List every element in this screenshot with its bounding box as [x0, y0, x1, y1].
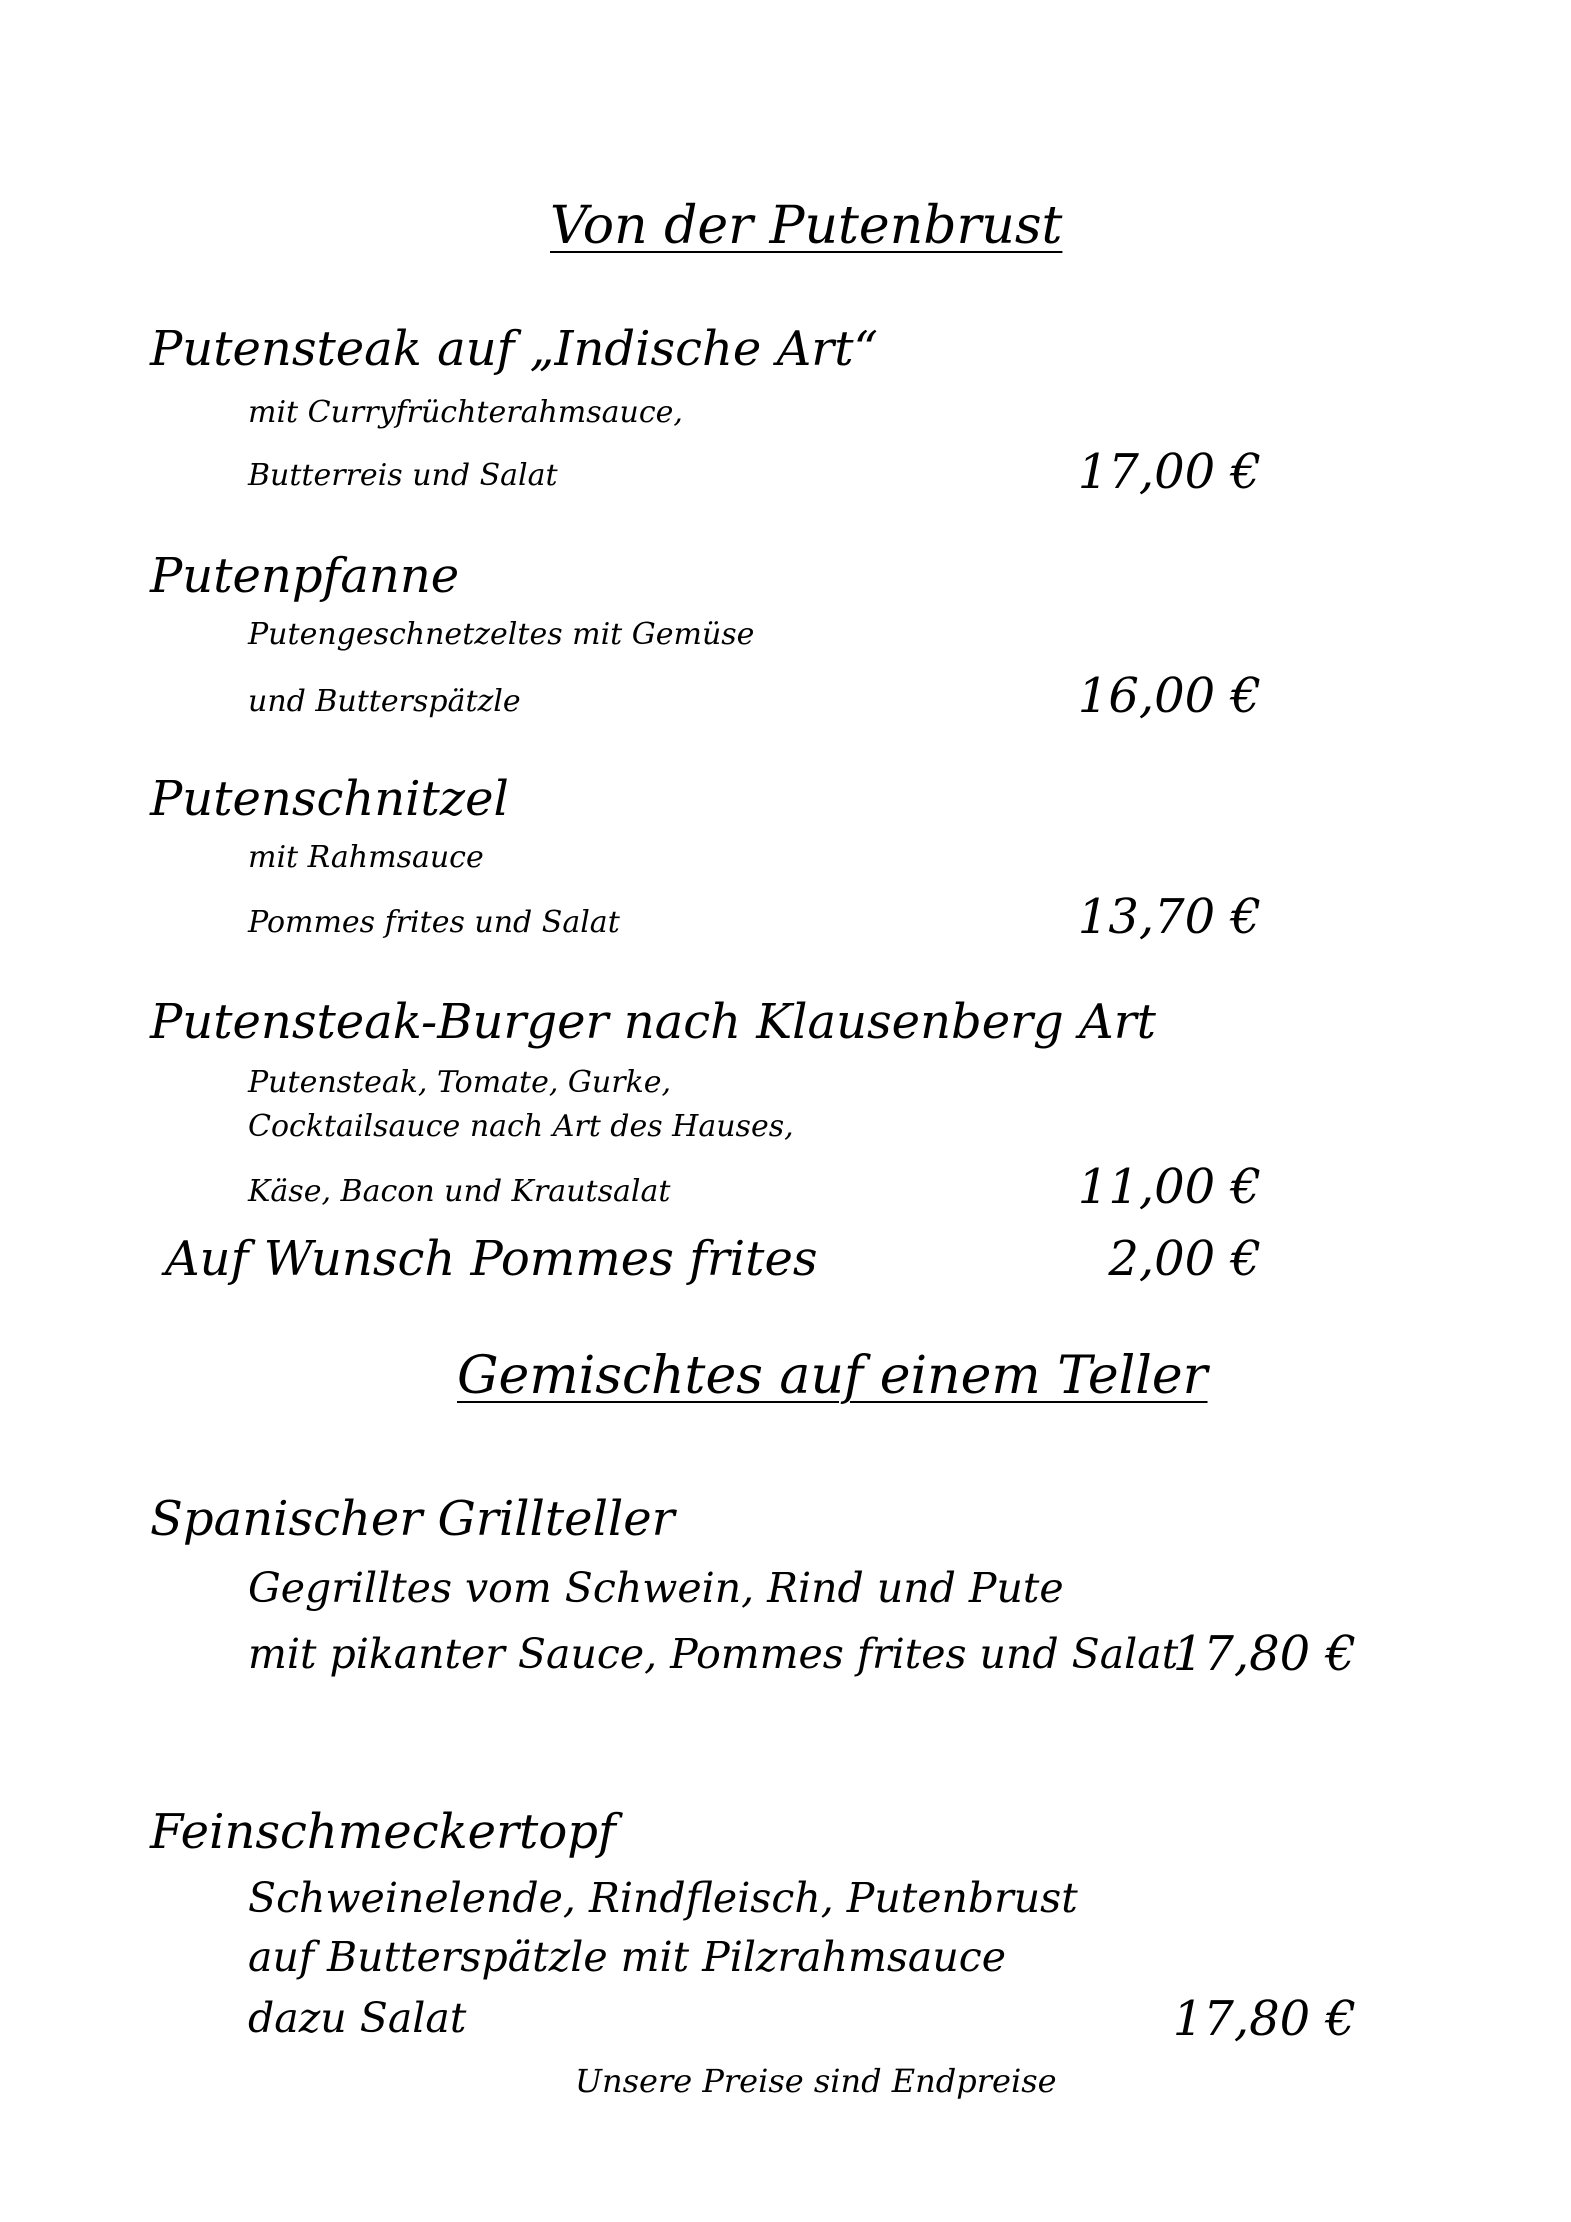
dish-description-line: Gegrilltes vom Schwein, Rind und Pute	[248, 1564, 1064, 1612]
dish-name-putensteak-indische-art: Putensteak auf „Indische Art“	[150, 321, 879, 377]
dish-description-line: mit Rahmsauce	[248, 840, 484, 875]
section-heading-gemischtes: Gemischtes auf einem Teller	[457, 1346, 1208, 1406]
dish-name-putenschnitzel: Putenschnitzel	[150, 771, 509, 827]
dish-price: 17,80 €	[1172, 1626, 1356, 1682]
section-heading-putenbrust: Von der Putenbrust	[550, 196, 1063, 256]
extra-option-price: 2,00 €	[1108, 1231, 1261, 1287]
dish-description-line: Pommes frites und Salat	[248, 905, 620, 940]
dish-name-spanischer-grillteller: Spanischer Grillteller	[150, 1491, 675, 1547]
dish-description-line: und Butterspätzle	[248, 684, 521, 719]
dish-price: 13,70 €	[1077, 889, 1261, 945]
footer-note-endpreise: Unsere Preise sind Endpreise	[575, 2062, 1057, 2100]
dish-name-feinschmeckertopf: Feinschmeckertopf	[150, 1804, 616, 1860]
dish-description-line: Butterreis und Salat	[248, 458, 558, 493]
dish-description-line: Putensteak, Tomate, Gurke,	[248, 1065, 672, 1100]
dish-description-line: Cocktailsauce nach Art des Hauses,	[248, 1109, 794, 1144]
dish-price: 17,00 €	[1077, 444, 1261, 500]
dish-price: 17,80 €	[1172, 1991, 1356, 2047]
dish-price: 16,00 €	[1077, 668, 1261, 724]
dish-description-line: Putengeschnetzeltes mit Gemüse	[248, 617, 755, 652]
dish-description-line: Käse, Bacon und Krautsalat	[248, 1174, 671, 1209]
dish-price: 11,00 €	[1077, 1159, 1261, 1215]
dish-name-putensteak-burger: Putensteak-Burger nach Klausenberg Art	[150, 994, 1156, 1050]
dish-description-line: mit Curryfrüchterahmsauce,	[248, 395, 683, 430]
dish-description-line: mit pikanter Sauce, Pommes frites und Salat	[248, 1630, 1179, 1678]
extra-option-pommes-frites: Auf Wunsch Pommes frites	[165, 1231, 818, 1287]
dish-description-line: dazu Salat	[248, 1994, 467, 2042]
dish-description-line: Schweinelende, Rindfleisch, Putenbrust	[248, 1874, 1078, 1922]
dish-description-line: auf Butterspätzle mit Pilzrahmsauce	[248, 1933, 1006, 1981]
dish-name-putenpfanne: Putenpfanne	[150, 548, 460, 604]
